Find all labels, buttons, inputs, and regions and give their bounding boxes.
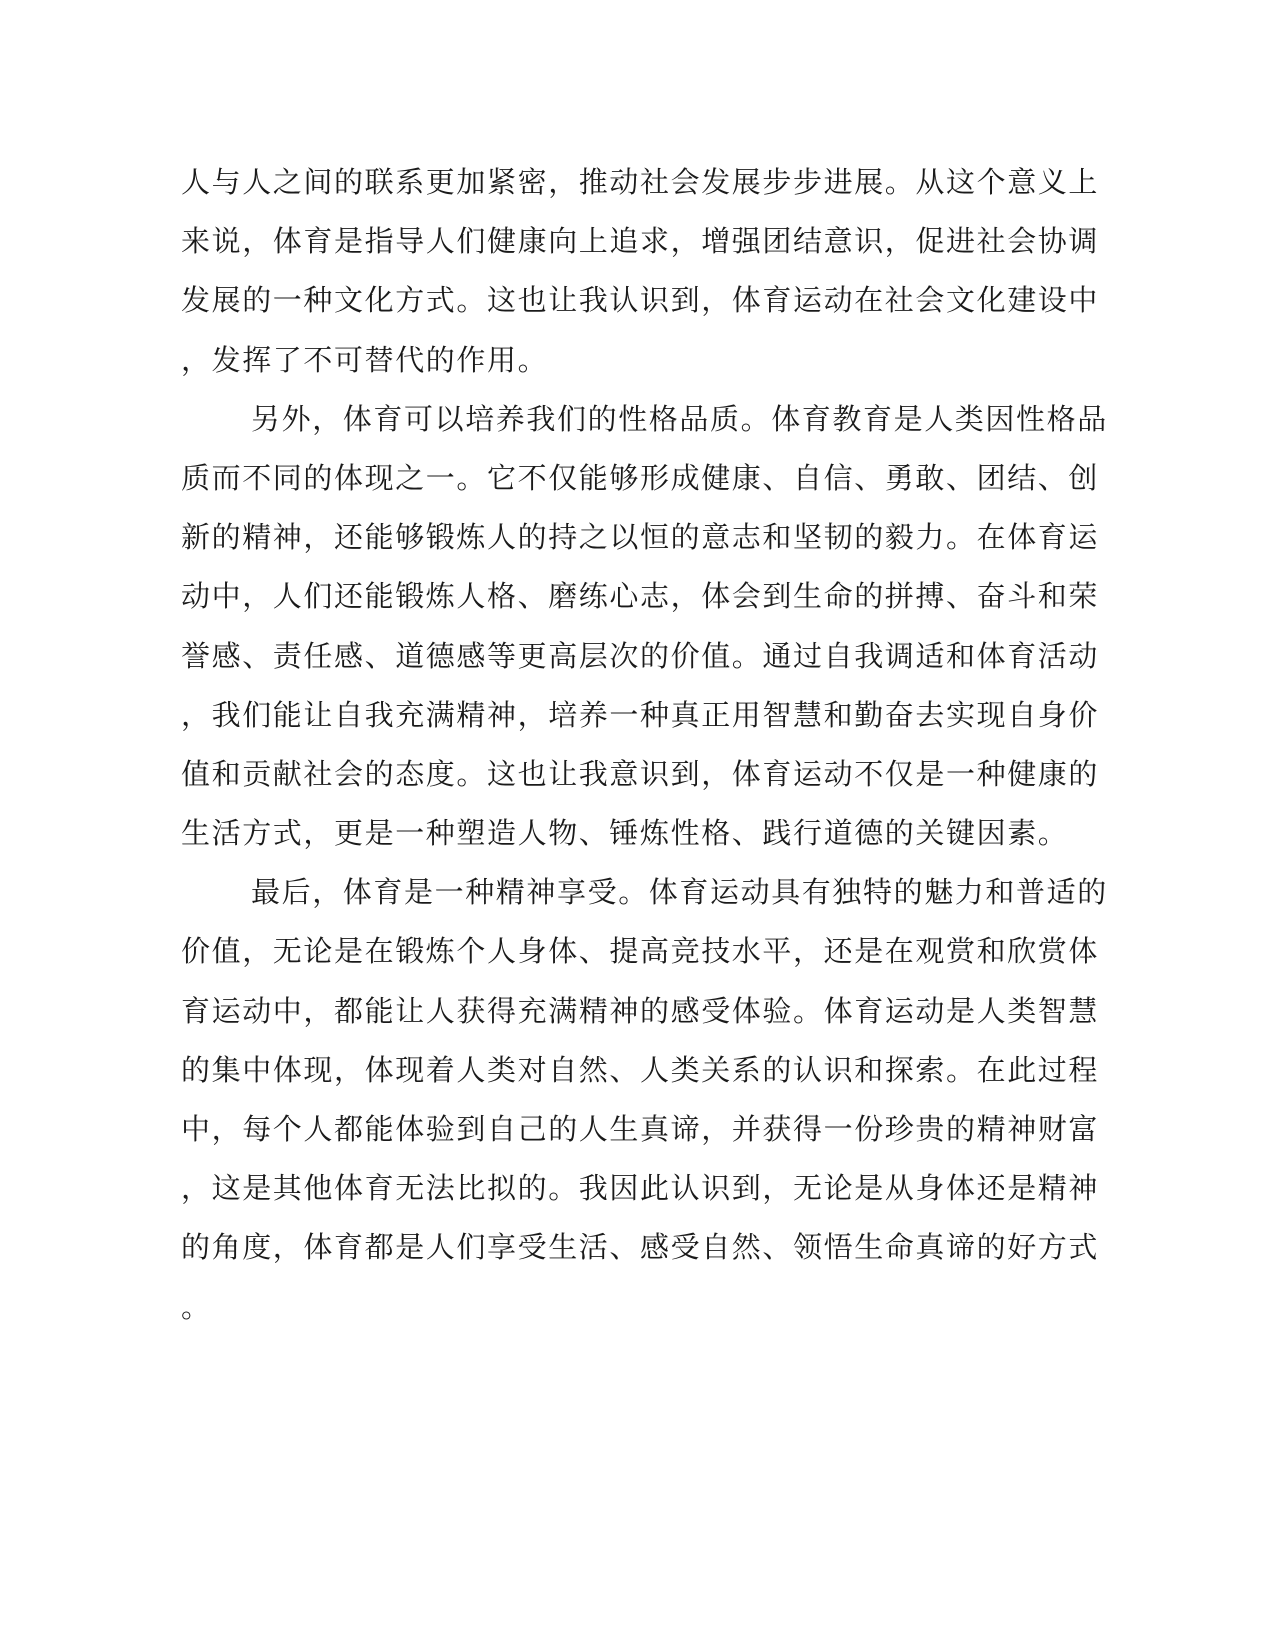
- text-line: 誉感、责任感、道德感等更高层次的价值。通过自我调适和体育活动: [181, 638, 1100, 673]
- text-line: 人与人之间的联系更加紧密，推动社会发展步步进展。从这个意义上: [181, 165, 1100, 199]
- paragraph-3: [181, 863, 1108, 1337]
- text-line: ，我们能让自我充满精神，培养一种真正用智慧和勤奋去实现自身价: [181, 697, 1100, 732]
- text-line: 最后，体育是一种精神享受。体育运动具有独特的魅力和普适的: [251, 875, 1108, 910]
- paragraph-1: [181, 153, 1100, 390]
- text-line: ，这是其他体育无法比拟的。我因此认识到，无论是从身体还是精神: [181, 1171, 1100, 1206]
- paragraph-2: [181, 390, 1108, 864]
- text-line: 值和贡献社会的态度。这也让我意识到，体育运动不仅是一种健康的: [181, 756, 1100, 791]
- text-line: 价值，无论是在锻炼个人身体、提高竞技水平，还是在观赏和欣赏体: [181, 934, 1100, 969]
- text-line: 。: [181, 1289, 212, 1324]
- text-line: 动中，人们还能锻炼人格、磨练心志，体会到生命的拼搏、奋斗和荣: [181, 579, 1100, 614]
- text-line: 生活方式，更是一种塑造人物、锤炼性格、践行道德的关键因素。: [181, 816, 1069, 851]
- text-line: 另外，体育可以培养我们的性格品质。体育教育是人类因性格品: [251, 401, 1108, 436]
- text-line: 中，每个人都能体验到自己的人生真谛，并获得一份珍贵的精神财富: [181, 1112, 1100, 1146]
- text-line: 新的精神，还能够锻炼人的持之以恒的意志和坚韧的毅力。在体育运: [181, 520, 1100, 555]
- text-line: 的角度，体育都是人们享受生活、感受自然、领悟生命真谛的好方式: [181, 1230, 1100, 1265]
- text-line: 的集中体现，体现着人类对自然、人类关系的认识和探索。在此过程: [181, 1052, 1100, 1087]
- text-line: 来说，体育是指导人们健康向上追求，增强团结意识，促进社会协调: [181, 224, 1100, 259]
- text-line: 育运动中，都能让人获得充满精神的感受体验。体育运动是人类智慧: [181, 993, 1100, 1028]
- text-line: 发展的一种文化方式。这也让我认识到，体育运动在社会文化建设中: [181, 283, 1100, 318]
- document-body: [181, 153, 1108, 1337]
- text-line: ，发挥了不可替代的作用。: [181, 342, 549, 377]
- text-line: 质而不同的体现之一。它不仅能够形成健康、自信、勇敢、团结、创: [181, 460, 1100, 495]
